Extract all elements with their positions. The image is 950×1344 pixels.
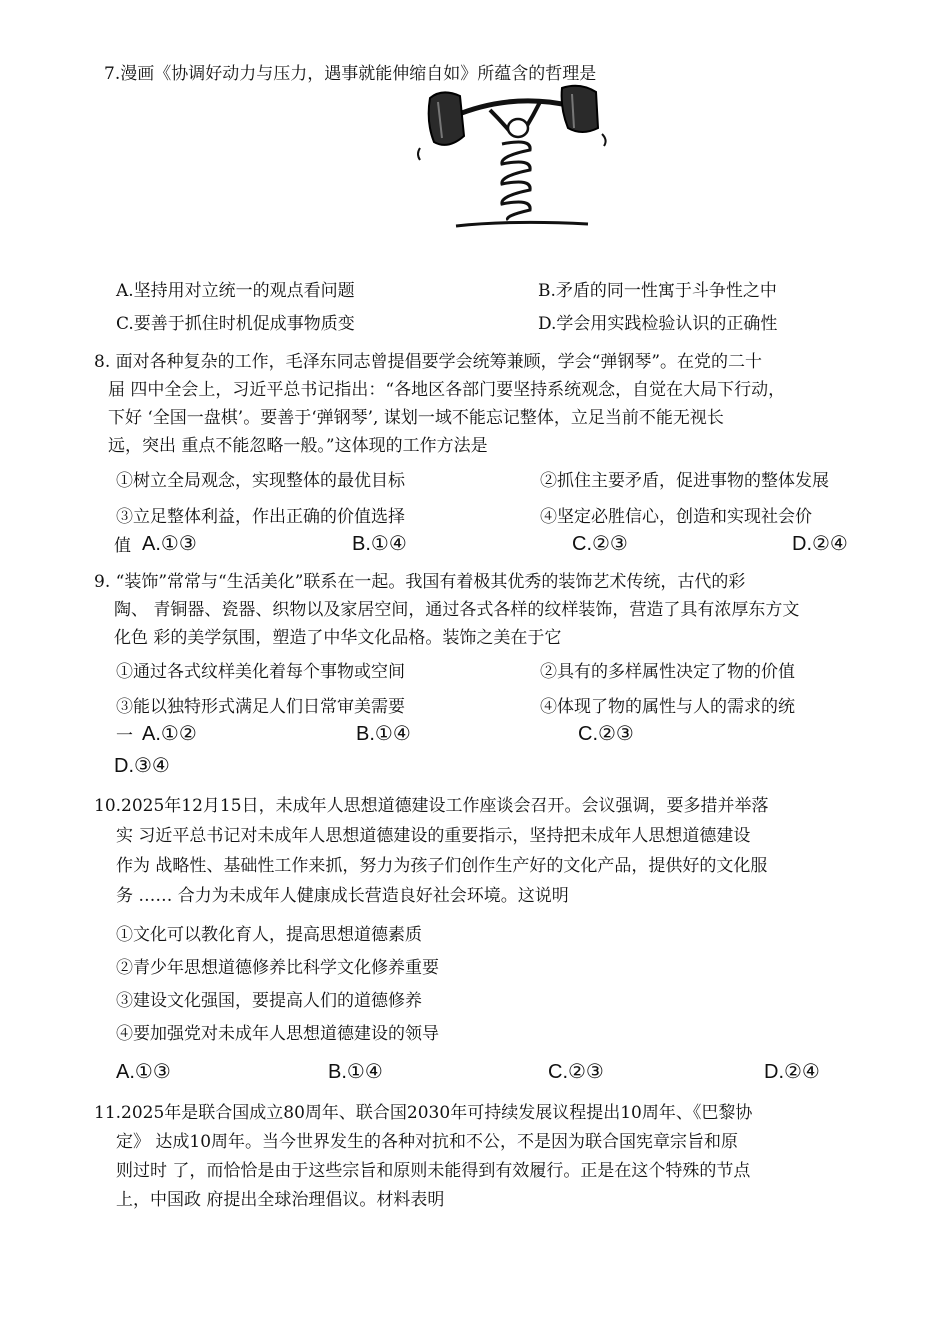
q9-stem-line: 化色 彩的美学氛围，塑造了中华文化品格。装饰之美在于它 <box>114 628 562 648</box>
q10-choice-d[interactable]: D.②④ <box>764 1061 820 1083</box>
q7-option-a[interactable]: A.坚持用对立统一的观点看问题 <box>116 281 355 301</box>
q9-statement-1: ①通过各式纹样美化着每个事物或空间 <box>116 662 405 682</box>
q9-statement-4: ④体现了物的属性与人的需求的统 <box>540 697 795 717</box>
q10-stem-line: 作为 战略性、基础性工作来抓，努力为孩子们创作生产好的文化产品，提供好的文化服 <box>116 856 768 876</box>
q10-statement-2: ②青少年思想道德修养比科学文化修养重要 <box>116 958 439 978</box>
q9-stem-line: 9. “装饰”常常与“生活美化”联系在一起。我国有着极其优秀的装饰艺术传统，古代的彩 <box>94 572 746 592</box>
q8-stem-line: 下好 ‘全国一盘棋’。要善于‘弹钢琴’, 谋划一域不能忘记整体，立足当前不能无视长 <box>108 408 724 428</box>
q9-choice-b[interactable]: B.①④ <box>356 723 411 745</box>
q10-stem-line: 实 习近平总书记对未成年人思想道德建设的重要指示，坚持把未成年人思想道德建设 <box>116 826 751 846</box>
q8-stem-line: 远，突出 重点不能忽略一般。”这体现的工作方法是 <box>108 436 488 456</box>
q10-choice-a[interactable]: A.①③ <box>116 1061 171 1083</box>
q9-statement-4-wrap: 一 <box>116 726 133 746</box>
q8-statement-2: ②抓住主要矛盾，促进事物的整体发展 <box>540 471 829 491</box>
q8-statement-4: ④坚定必胜信心，创造和实现社会价 <box>540 507 812 527</box>
q7-option-b[interactable]: B.矛盾的同一性寓于斗争性之中 <box>538 281 777 301</box>
q11-stem-line: 定》 达成10周年。当今世界发生的各种对抗和不公，不是因为联合国宪章宗旨和原 <box>116 1132 739 1152</box>
q8-statement-4-wrap: 值 <box>114 536 131 556</box>
q7-option-c[interactable]: C.要善于抓住时机促成事物质变 <box>116 314 355 334</box>
q9-choice-a[interactable]: A.①② <box>142 723 197 745</box>
q11-stem-line: 上，中国政 府提出全球治理倡议。材料表明 <box>116 1190 445 1210</box>
q10-statement-4: ④要加强党对未成年人思想道德建设的领导 <box>116 1024 439 1044</box>
q7-stem: 7.漫画《协调好动力与压力，遇事就能伸缩自如》所蕴含的哲理是 <box>104 64 597 84</box>
q8-statement-3: ③立足整体利益，作出正确的价值选择 <box>116 507 405 527</box>
q11-stem-line: 则过时 了，而恰恰是由于这些宗旨和原则未能得到有效履行。正是在这个特殊的节点 <box>116 1161 751 1181</box>
q8-stem-line: 届 四中全会上，习近平总书记指出：“各地区各部门要坚持系统观念，自觉在大局下行动， <box>108 380 786 400</box>
q9-choice-c[interactable]: C.②③ <box>578 723 634 745</box>
q10-stem-line: 10.2025年12月15日，未成年人思想道德建设工作座谈会召开。会议强调，要多措并举落 <box>94 796 769 816</box>
q8-choice-c[interactable]: C.②③ <box>572 533 628 555</box>
q10-statement-3: ③建设文化强国，要提高人们的道德修养 <box>116 991 422 1011</box>
q9-statement-2: ②具有的多样属性决定了物的价值 <box>540 662 795 682</box>
q9-statement-3: ③能以独特形式满足人们日常审美需要 <box>116 697 405 717</box>
q10-choice-b[interactable]: B.①④ <box>328 1061 383 1083</box>
q8-choice-d[interactable]: D.②④ <box>792 533 848 555</box>
q11-stem-line: 11.2025年是联合国成立80周年、联合国2030年可持续发展议程提出10周年、《巴黎协 <box>94 1103 753 1123</box>
q10-choice-c[interactable]: C.②③ <box>548 1061 604 1083</box>
q8-statement-1: ①树立全局观念，实现整体的最优目标 <box>116 471 405 491</box>
q7-option-d[interactable]: D.学会用实践检验认识的正确性 <box>538 314 778 334</box>
q10-statement-1: ①文化可以教化育人，提高思想道德素质 <box>116 925 422 945</box>
q8-choice-b[interactable]: B.①④ <box>352 533 407 555</box>
q8-stem-line: 8. 面对各种复杂的工作，毛泽东同志曾提倡要学会统筹兼顾，学会“弹钢琴”。在党的二十 <box>94 352 763 372</box>
q9-stem-line: 陶、 青铜器、瓷器、织物以及家居空间，通过各式各样的纹样装饰，营造了具有浓厚东方文 <box>114 600 800 620</box>
q9-choice-d[interactable]: D.③④ <box>114 755 170 777</box>
weightlifter-spring-cartoon <box>412 78 612 238</box>
q10-stem-line: 务 …… 合力为未成年人健康成长营造良好社会环境。这说明 <box>116 886 569 906</box>
q8-choice-a[interactable]: A.①③ <box>142 533 197 555</box>
